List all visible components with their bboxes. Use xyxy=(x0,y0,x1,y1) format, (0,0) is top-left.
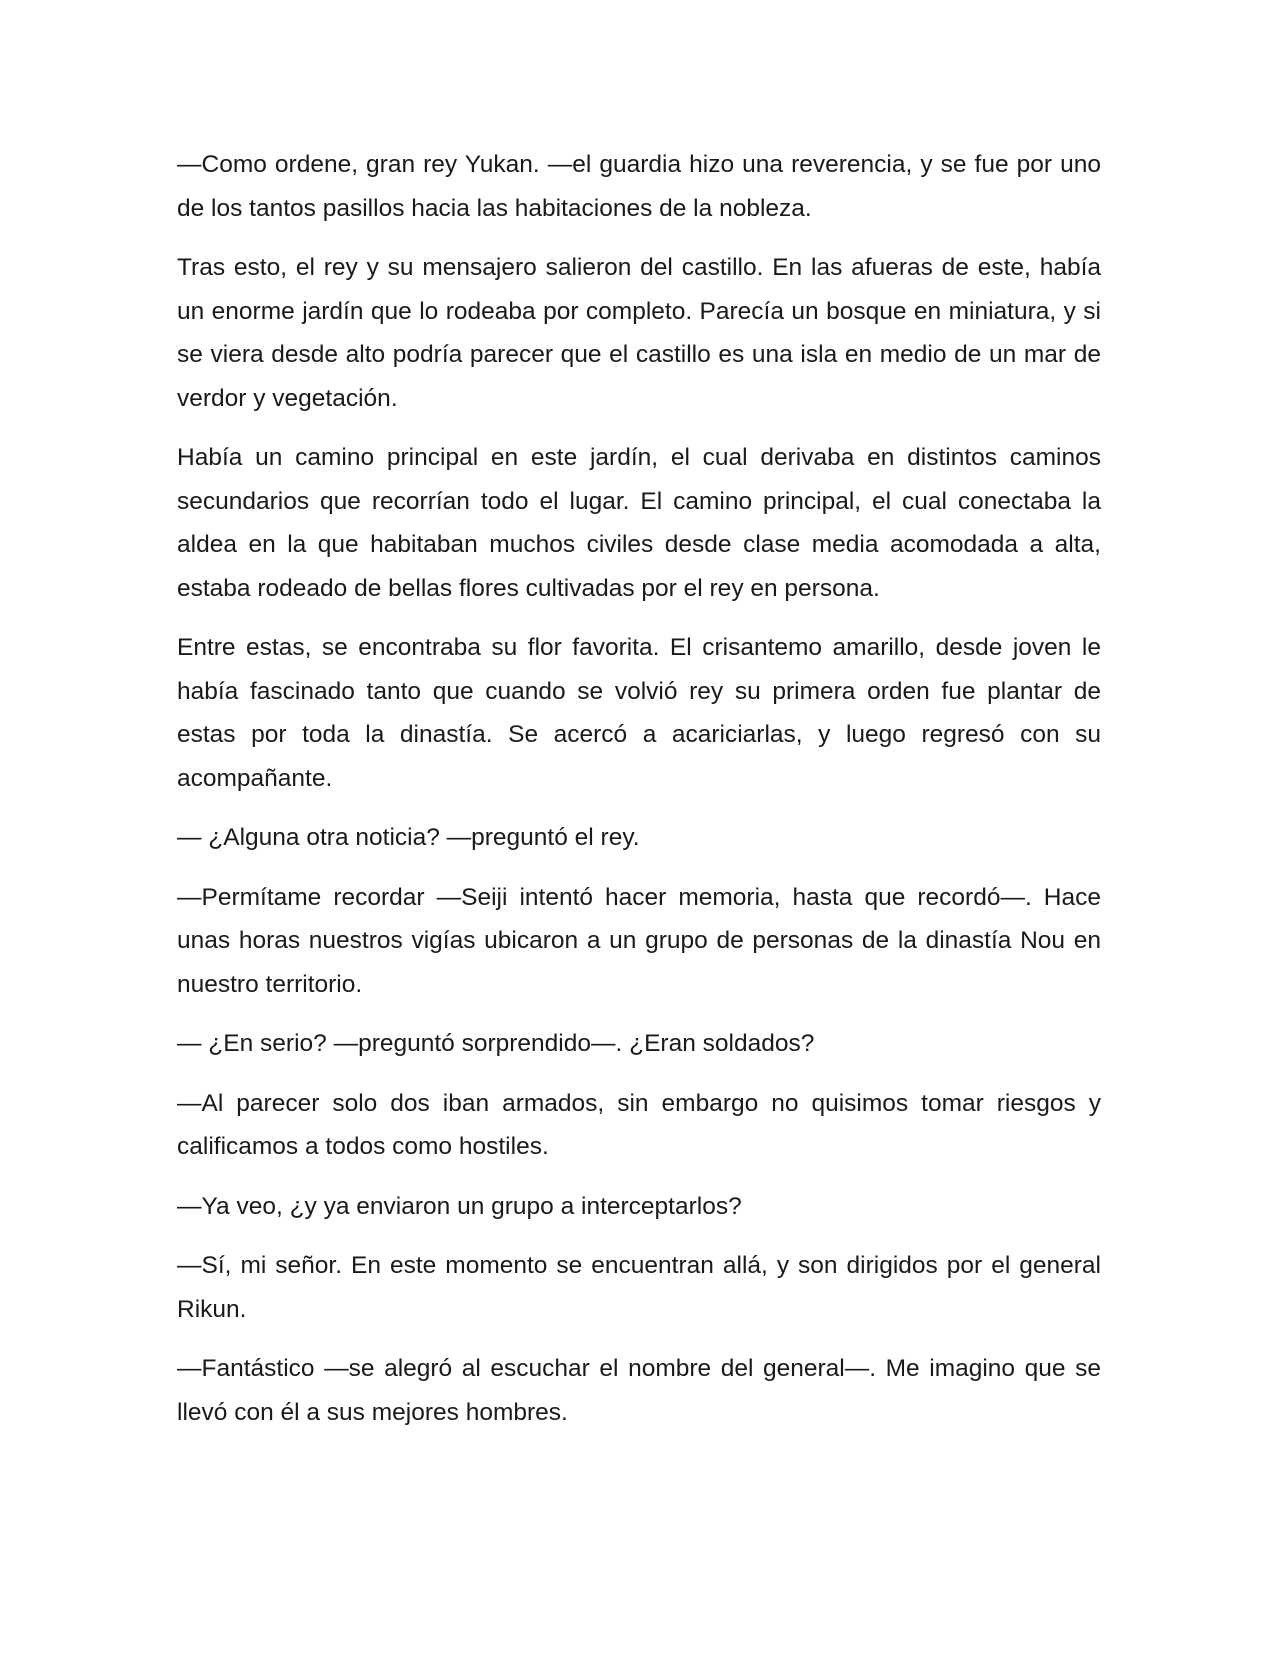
paragraph: —Permítame recordar —Seiji intentó hacer memoria, hasta que recordó—. Hace unas horas nuestros vigías ubicaron a un grupo de personas de la dinastía Nou en nuestro territorio. xyxy=(177,883,1101,998)
paragraph: —Fantástico —se alegró al escuchar el nombre del general—. Me imagino que se llevó con él a sus mejores hombres. xyxy=(177,1355,1101,1426)
paragraph: —Como ordene, gran rey Yukan. —el guardia hizo una reverencia, y se fue por uno de los tantos pasillos hacia las habitaciones de la nobleza. xyxy=(177,151,1101,222)
paragraph: Tras esto, el rey y su mensajero salieron del castillo. En las afueras de este, había un enorme jardín que lo rodeaba por completo. Parecía un bosque en miniatura, y si se viera desde alto podría parecer que el castillo es una isla en medio de un mar de verdor y vegetación. xyxy=(177,254,1101,412)
paragraph: — ¿Alguna otra noticia? —preguntó el rey. xyxy=(177,824,640,851)
paragraph: Entre estas, se encontraba su flor favorita. El crisantemo amarillo, desde joven le había fascinado tanto que cuando se volvió rey su primera orden fue plantar de estas por toda la dinastía. Se acercó a acariciarlas, y luego regresó con su acompañante. xyxy=(177,634,1101,792)
paragraph: —Sí, mi señor. En este momento se encuentran allá, y son dirigidos por el general Rikun. xyxy=(177,1252,1101,1323)
paragraph: Había un camino principal en este jardín, el cual derivaba en distintos caminos secundarios que recorrían todo el lugar. El camino principal, el cual conectaba la aldea en la que habitaban muchos civiles desde clase media acomodada a alta, estaba rodeado de bellas flores cultivadas por el rey en persona. xyxy=(177,444,1101,602)
paragraph: — ¿En serio? —preguntó sorprendido—. ¿Eran soldados? xyxy=(177,1030,815,1057)
paragraph: —Ya veo, ¿y ya enviaron un grupo a interceptarlos? xyxy=(177,1192,742,1220)
paragraph: —Al parecer solo dos iban armados, sin embargo no quisimos tomar riesgos y calificamos a todos como hostiles. xyxy=(177,1089,1101,1160)
document-body xyxy=(177,143,1101,1450)
